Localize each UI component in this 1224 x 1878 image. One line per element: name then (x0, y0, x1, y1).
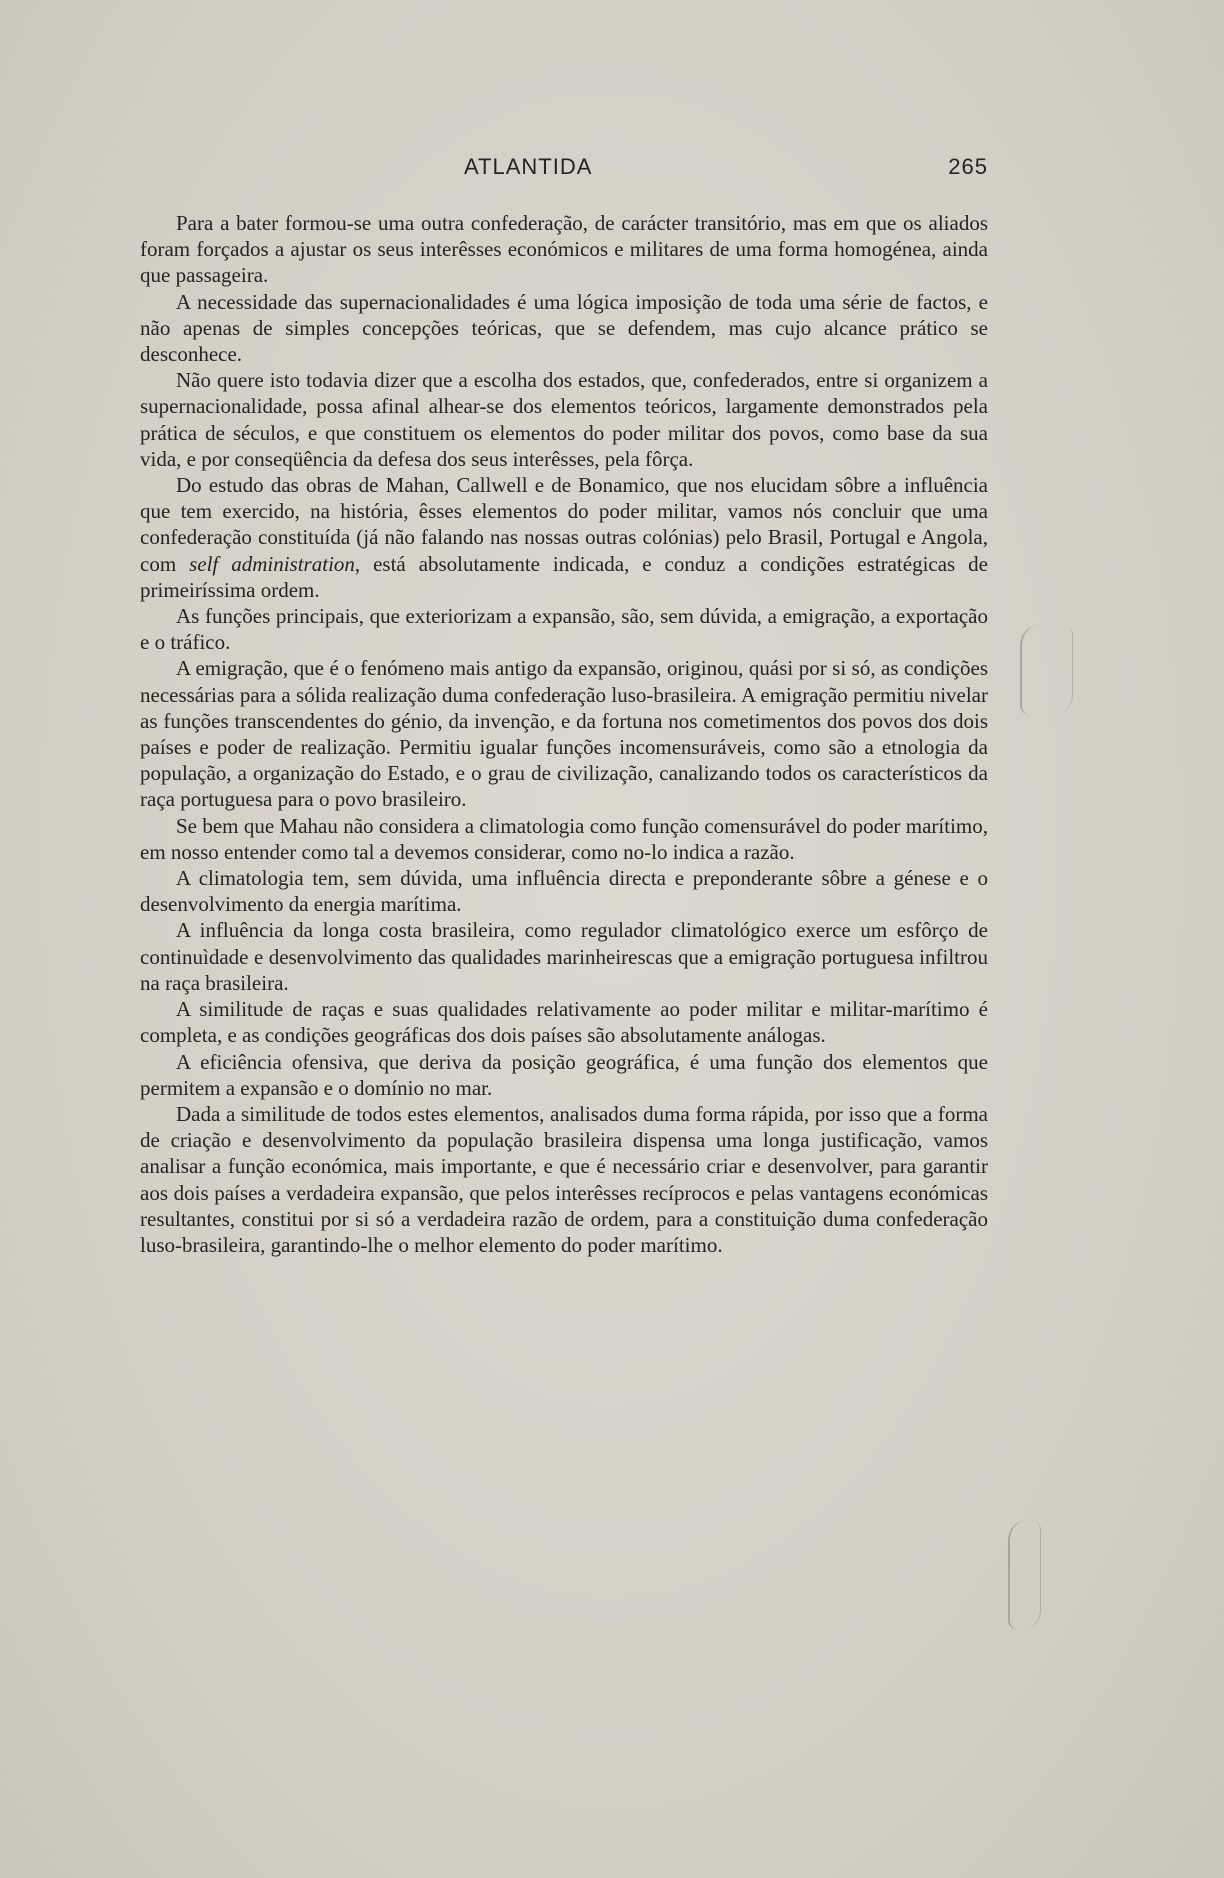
running-header (140, 150, 988, 186)
margin-pencil-mark (1008, 1520, 1041, 1630)
paragraph: A influência da longa costa brasileira, como regulador climatológico exerce um esfôrço de continuìdade e desenvolvimento das qualidades marinheirescas que a emigração portuguesa infiltrou na raça brasileira. (140, 918, 988, 995)
margin-pencil-mark (1020, 625, 1073, 715)
paragraph: A similitude de raças e suas qualidades relativamente ao poder militar e militar-marítimo é completa, e as condições geográficas dos dois países são absolutamente análogas. (140, 997, 988, 1048)
paragraph: A emigração, que é o fenómeno mais antigo da expansão, originou, quási por si só, as condições necessárias para a sólida realização duma confederação luso-brasileira. A emigração permitiu nivelar as funções transcendentes do génio, da invenção, e da fortuna nos cometimentos dos povos dos dois países e poder de realização. Permitiu igualar funções incomensuráveis, como são a etnologia da população, a organização do Estado, e o grau de civilização, canalizando todos os característicos da raça portuguesa para o povo brasileiro. (140, 656, 988, 812)
paragraph: A eficiência ofensiva, que deriva da posição geográfica, é uma função dos elementos que permitem a expansão e o domínio no mar. (140, 1049, 988, 1100)
paragraph (140, 472, 988, 603)
running-title: ATLANTIDA (464, 154, 593, 179)
italic-phrase: self administration (189, 551, 355, 576)
paragraph: Dada a similitude de todos estes elementos, analisados duma forma rápida, por isso que a forma de criação e desenvolvimento da população brasileira dispensa uma longa justificação, vamos analisar a função económica, mais importante, e que é necessário criar e desenvolver, para garantir aos dois países a verdadeira expansão, que pelos interêsses recíprocos e pelas vantagens económicas resultantes, constitui por si só a verdadeira razão de ordem, para a constituição duma confederação luso-brasileira, garantindo-lhe o melhor elemento do poder marítimo. (140, 1101, 988, 1257)
paragraph: A climatologia tem, sem dúvida, uma influência directa e preponderante sôbre a génese e o desenvolvimento da energia marítima. (140, 866, 988, 917)
paragraph-text: , está absolutamente indicada, e conduz a condições estratégicas de primeiríssima ordem. (140, 551, 988, 602)
body-text (140, 210, 988, 1258)
page-number: 265 (948, 154, 988, 179)
paragraph: Se bem que Mahau não considera a climatologia como função comensurável do poder marítimo, em nosso entender como tal a devemos considerar, como no-lo indica a razão. (140, 813, 988, 864)
paragraph: Não quere isto todavia dizer que a escolha dos estados, que, confederados, entre si organizem a supernacionalidade, possa afinal alhear-se dos elementos teóricos, largamente demonstrados pela prática de séculos, e que constituem os elementos do poder militar dos povos, como base da sua vida, e por conseqüência da defesa dos seus interêsses, pela fôrça. (140, 368, 988, 471)
paragraph-text: Do estudo das obras de Mahan, Callwell e de Bonamico, que nos elucidam sôbre a influência que tem exercido, na história, êsses elementos do poder militar, vamos nós concluir que uma confederação constituída (já não falando nas nossas outras colónias) pelo Brasil, Portugal e Angola, com (140, 473, 988, 576)
paragraph: Para a bater formou-se uma outra confederação, de carácter transitório, mas em que os aliados foram forçados a ajustar os seus interêsses económicos e militares de uma forma homogénea, ainda que passageira. (140, 211, 988, 288)
paragraph: A necessidade das supernacionalidades é uma lógica imposição de toda uma série de factos, e não apenas de simples concepções teóricas, que se defendem, mas cujo alcance prático se desconhece. (140, 289, 988, 367)
paragraph: As funções principais, que exteriorizam a expansão, são, sem dúvida, a emigração, a exportação e o tráfico. (140, 604, 988, 655)
